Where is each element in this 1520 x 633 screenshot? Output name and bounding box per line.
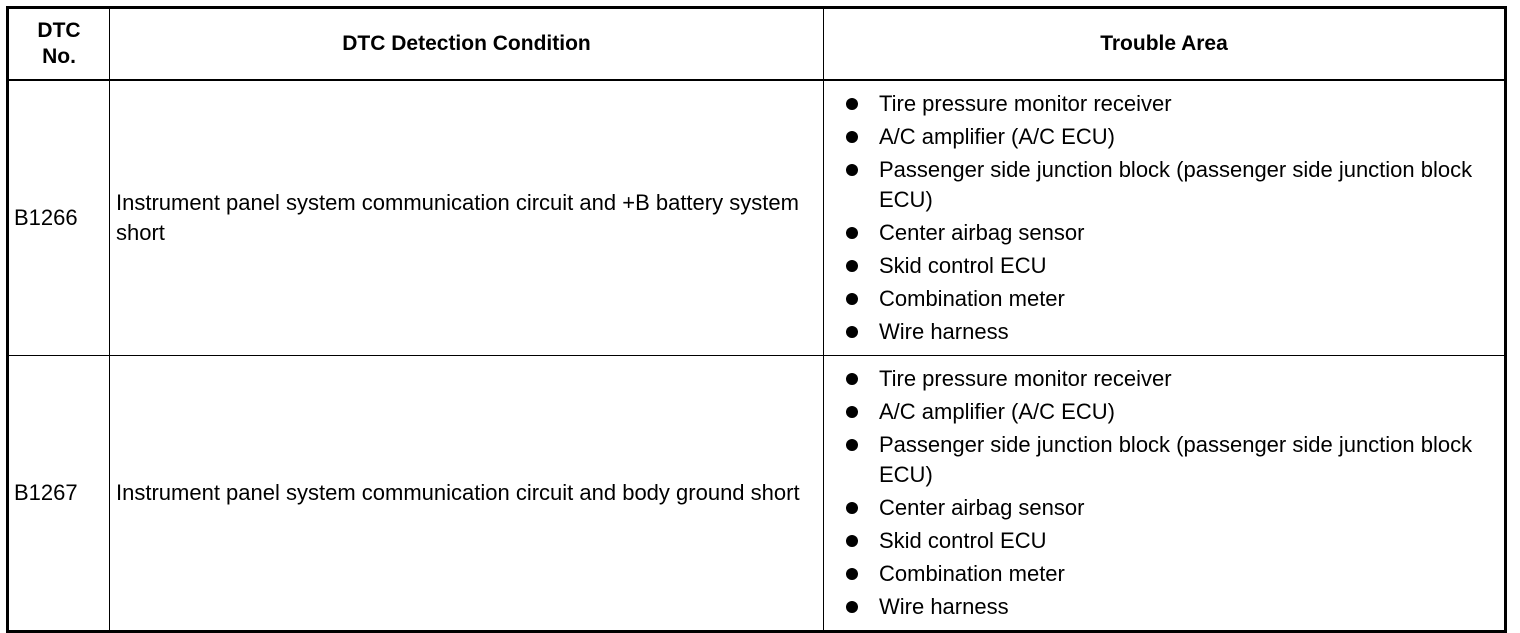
list-item [846, 284, 1496, 314]
list-item [846, 317, 1496, 347]
bullet-icon [846, 535, 858, 547]
list-item [846, 526, 1496, 556]
list-item [846, 155, 1496, 215]
trouble-area-item-text: Combination meter [879, 561, 1065, 586]
list-item [846, 559, 1496, 589]
bullet-icon [846, 373, 858, 385]
bullet-icon [846, 568, 858, 580]
detection-condition-cell: Instrument panel system communication circuit and body ground short [110, 356, 824, 632]
list-item [846, 218, 1496, 248]
trouble-area-cell [824, 356, 1506, 632]
table-body [8, 80, 1506, 632]
list-item [846, 397, 1496, 427]
trouble-area-item-text: Tire pressure monitor receiver [879, 366, 1172, 391]
bullet-icon [846, 326, 858, 338]
list-item [846, 430, 1496, 490]
list-item [846, 364, 1496, 394]
trouble-area-item-text: Center airbag sensor [879, 220, 1085, 245]
trouble-area-list [846, 364, 1496, 622]
list-item [846, 592, 1496, 622]
list-item [846, 89, 1496, 119]
trouble-area-cell [824, 80, 1506, 356]
trouble-area-item-text: Skid control ECU [879, 253, 1047, 278]
detection-condition-cell: Instrument panel system communication circuit and +B battery system short [110, 80, 824, 356]
table-row [8, 356, 1506, 632]
bullet-icon [846, 131, 858, 143]
trouble-area-item-text: A/C amplifier (A/C ECU) [879, 399, 1115, 424]
trouble-area-list [846, 89, 1496, 347]
list-item [846, 122, 1496, 152]
dtc-number-cell: B1267 [8, 356, 110, 632]
bullet-icon [846, 439, 858, 451]
header-detection-condition: DTC Detection Condition [110, 8, 824, 81]
header-dtc-no [8, 8, 110, 81]
bullet-icon [846, 98, 858, 110]
trouble-area-item-text: Passenger side junction block (passenger side junction block ECU) [879, 432, 1473, 487]
trouble-area-item-text: Center airbag sensor [879, 495, 1085, 520]
trouble-area-item-text: Skid control ECU [879, 528, 1047, 553]
table-header-row [8, 8, 1506, 81]
trouble-area-item-text: Tire pressure monitor receiver [879, 91, 1172, 116]
dtc-number-cell: B1266 [8, 80, 110, 356]
list-item [846, 251, 1496, 281]
bullet-icon [846, 260, 858, 272]
header-dtc-no-label: DTC No. [37, 19, 81, 68]
trouble-area-item-text: Wire harness [879, 594, 1009, 619]
trouble-area-item-text: A/C amplifier (A/C ECU) [879, 124, 1115, 149]
trouble-area-item-text: Passenger side junction block (passenger side junction block ECU) [879, 157, 1473, 212]
header-trouble-area: Trouble Area [824, 8, 1506, 81]
bullet-icon [846, 601, 858, 613]
list-item [846, 493, 1496, 523]
trouble-area-item-text: Wire harness [879, 319, 1009, 344]
bullet-icon [846, 293, 858, 305]
bullet-icon [846, 406, 858, 418]
bullet-icon [846, 227, 858, 239]
dtc-table [6, 6, 1507, 633]
bullet-icon [846, 502, 858, 514]
bullet-icon [846, 164, 858, 176]
table-row [8, 80, 1506, 356]
trouble-area-item-text: Combination meter [879, 286, 1065, 311]
